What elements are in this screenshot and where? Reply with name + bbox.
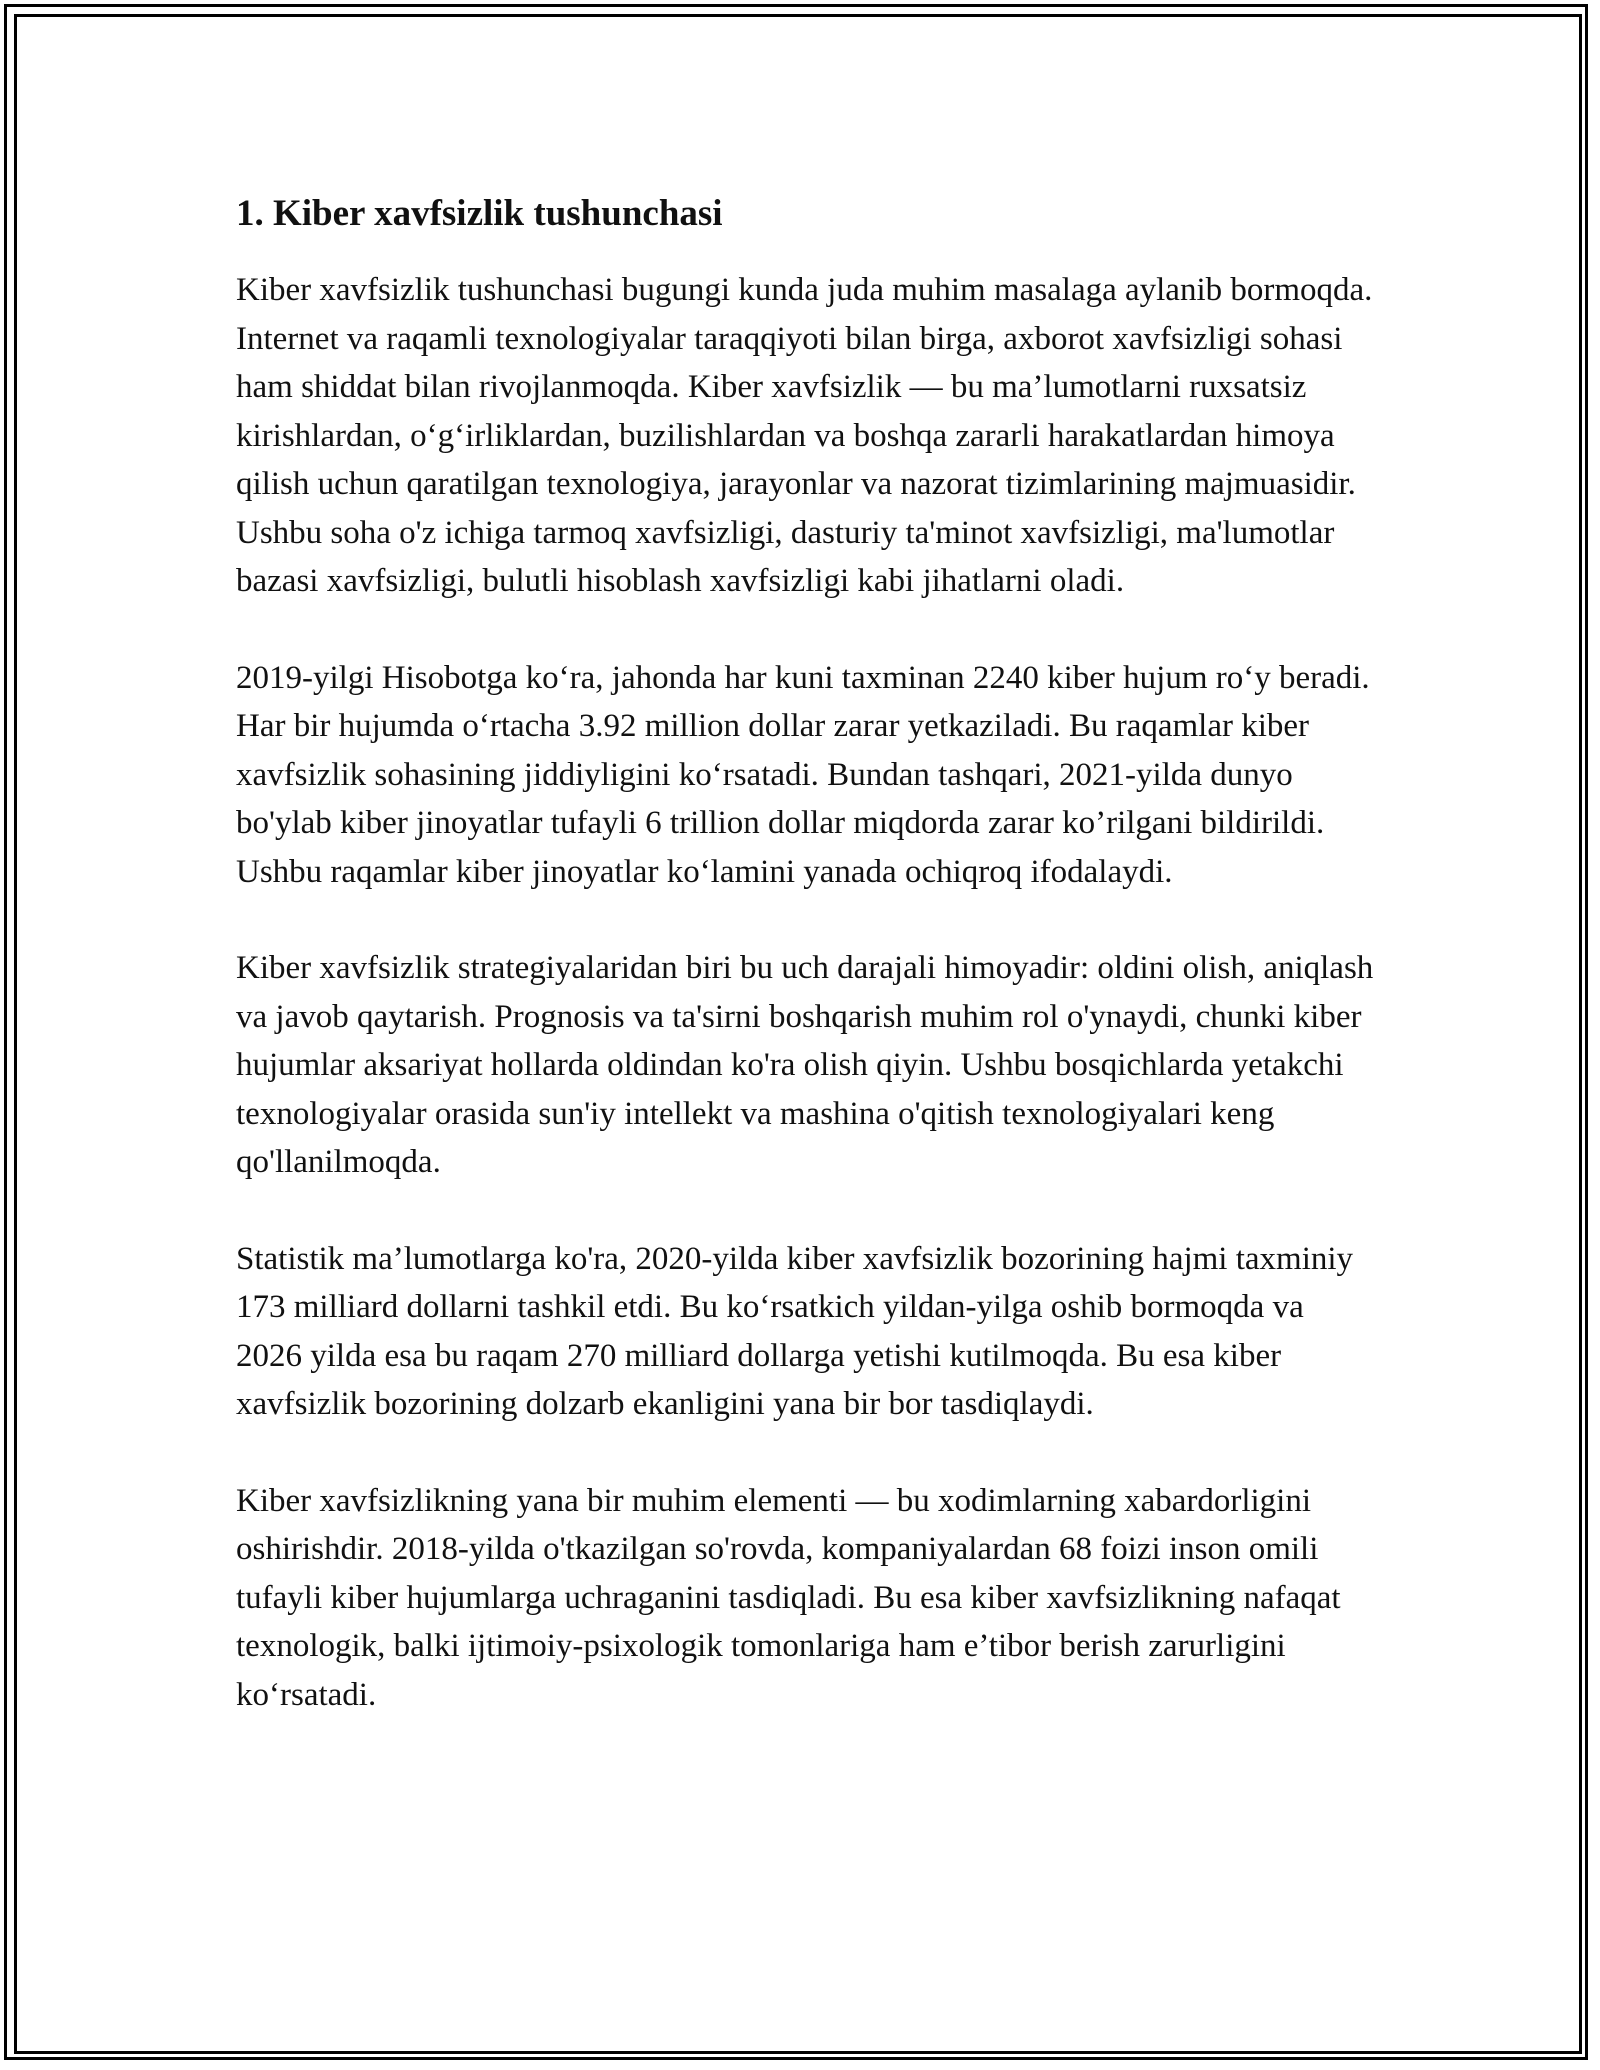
paragraph-strategy: Kiber xavfsizlik strategiyalaridan biri bu uch darajali himoyadir: oldini olish, aniqlash va javob qaytarish. Prognosis va ta'sirni boshqarish muhim rol o'ynaydi, chunki kiber hujumlar aksariyat hollarda oldindan ko'ra olish qiyin. Ushbu bosqichlarda yetakchi texnologiyalar orasida sun'iy intellekt va mashina o'qitish texnologiyalari keng qo'llanilmoqda. (236, 950, 1374, 1180)
section-heading: 1. Kiber xavfsizlik tushunchasi (236, 193, 723, 234)
paragraph-market: Statistik ma’lumotlarga ko'ra, 2020-yilda kiber xavfsizlik bozorining hajmi taxminiy 173 milliard dollarni tashkil etdi. Bu ko‘rsatkich yildan-yilga oshib bormoqda va 2026 yilda esa bu raqam 270 milliard dollarga yetishi kutilmoqda. Bu esa kiber xavfsizlik bozorining dolzarb ekanligini yana bir bor tasdiqlaydi. (236, 1240, 1354, 1422)
document-body (236, 190, 1376, 1767)
paragraph-statistics-attacks: 2019-yilgi Hisobotga ko‘ra, jahonda har kuni taxminan 2240 kiber hujum ro‘y beradi. Har bir hujumda o‘rtacha 3.92 million dollar zarar yetkaziladi. Bu raqamlar kiber xavfsizlik sohasining jiddiyligini ko‘rsatadi. Bundan tashqari, 2021-yilda dunyo bo'ylab kiber jinoyatlar tufayli 6 trillion dollar miqdorda zarar ko’rilgani bildirildi. Ushbu raqamlar kiber jinoyatlar ko‘lamini yanada ochiqroq ifodalaydi. (236, 659, 1370, 890)
paragraph-definition: Kiber xavfsizlik tushunchasi bugungi kunda juda muhim masalaga aylanib bormoqda. Internet va raqamli texnologiyalar taraqqiyoti bilan birga, axborot xavfsizligi sohasi ham shiddat bilan rivojlanmoqda. Kiber xavfsizlik — bu ma’lumotlarni ruxsatsiz kirishlardan, o‘g‘irliklardan, buzilishlardan va boshqa zararli harakatlardan himoya qilish uchun qaratilgan texnologiya, jarayonlar va nazorat tizimlarining majmuasidir. Ushbu soha o'z ichiga tarmoq xavfsizligi, dasturiy ta'minot xavfsizligi, ma'lumotlar bazasi xavfsizligi, bulutli hisoblash xavfsizligi kabi jihatlarni oladi. (236, 272, 1373, 599)
paragraph-awareness: Kiber xavfsizlikning yana bir muhim elementi — bu xodimlarning xabardorligini oshirishdir. 2018-yilda o'tkazilgan so'rovda, kompaniyalardan 68 foizi inson omili tufayli kiber hujumlarga uchraganini tasdiqladi. Bu esa kiber xavfsizlikning nafaqat texnologik, balki ijtimoiy-psixologik tomonlariga ham e’tibor berish zarurligini ko‘rsatadi. (236, 1482, 1341, 1713)
